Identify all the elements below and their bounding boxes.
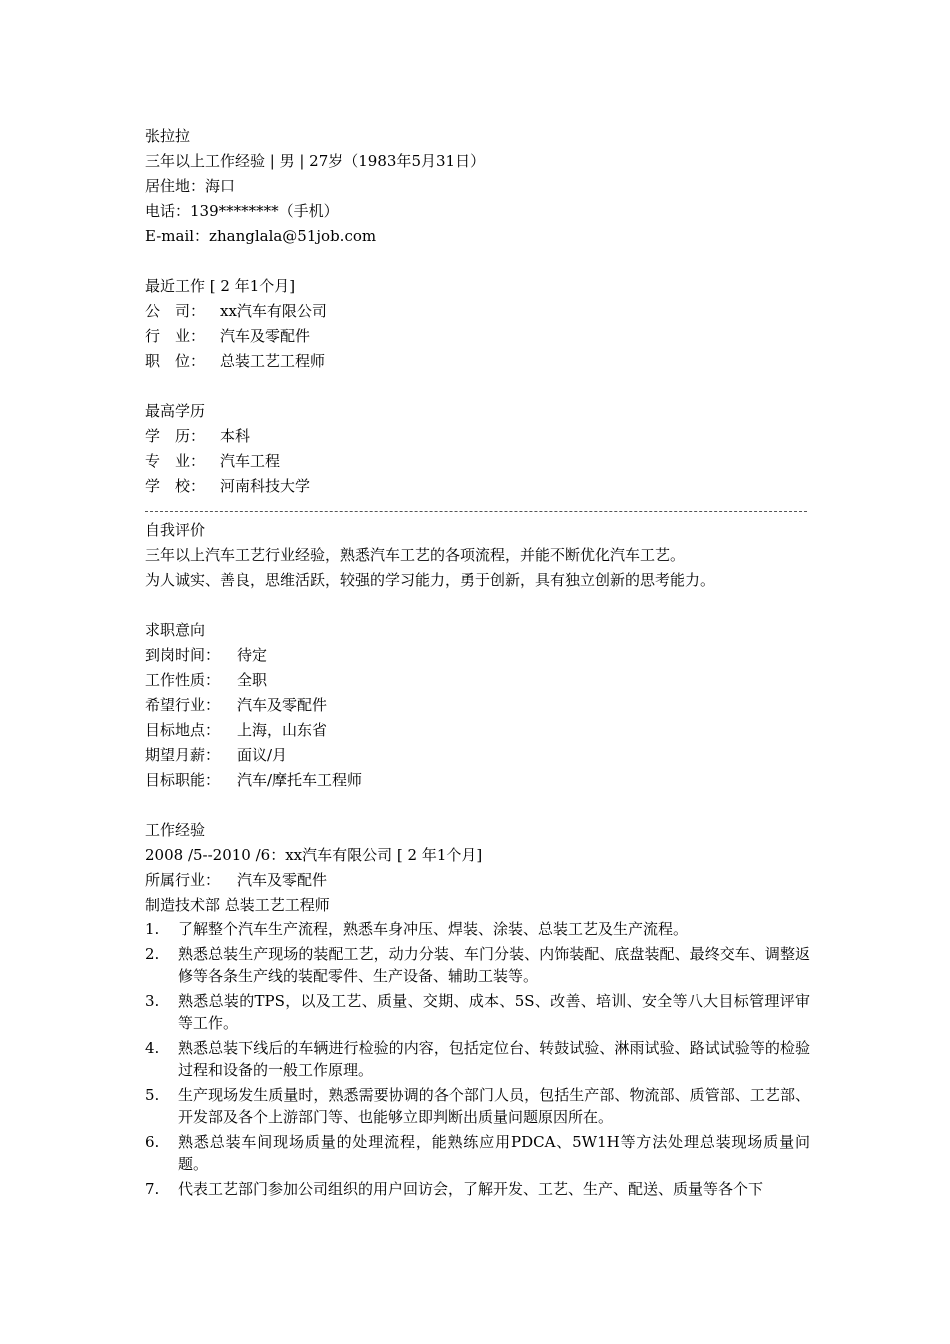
field-label: 到岗时间： [145, 646, 221, 664]
list-number: 4. [145, 1039, 160, 1057]
recent-work-industry [145, 324, 810, 349]
list-text: 熟悉总装下线后的车辆进行检验的内容，包括定位台、转鼓试验、淋雨试验、路试试验等的检验过程和设备的一般工作原理。 [178, 1039, 810, 1079]
field-label: 学 校： [145, 477, 206, 495]
field-label: 期望月薪： [145, 746, 221, 764]
recent-work-company [145, 299, 810, 324]
field-value: 汽车/摩托车工程师 [237, 771, 363, 789]
field-label: 职 位： [145, 352, 206, 370]
self-evaluation-line: 为人诚实、善良，思维活跃，较强的学习能力，勇于创新，具有独立创新的思考能力。 [145, 571, 716, 589]
job-intention-location [145, 718, 810, 743]
job-intention-industry [145, 693, 810, 718]
list-item [145, 1037, 810, 1081]
self-evaluation-title: 自我评价 [145, 521, 206, 539]
work-period: 2008 /5--2010 /6：xx汽车有限公司 [ 2 年1个月] [145, 846, 483, 864]
spacer [145, 793, 810, 818]
list-text: 熟悉总装车间现场质量的处理流程，能熟练应用PDCA、5W1H等方法处理总装现场质量问题。 [178, 1133, 810, 1173]
field-label: 目标地点： [145, 721, 221, 739]
list-number: 1. [145, 920, 160, 938]
spacer [145, 374, 810, 399]
list-text: 代表工艺部门参加公司组织的用户回访会，了解开发、工艺、生产、配送、质量等各个下 [178, 1180, 764, 1198]
field-label: 所属行业： [145, 871, 221, 889]
candidate-summary: 三年以上工作经验 | 男 | 27岁（1983年5月31日） [145, 152, 486, 170]
phone: 电话：139********（手机） [145, 202, 339, 220]
education-title: 最高学历 [145, 402, 206, 420]
field-value: 汽车及零配件 [237, 696, 328, 714]
job-intention-salary [145, 743, 810, 768]
field-value: 河南科技大学 [220, 477, 311, 495]
field-value: 全职 [237, 671, 268, 689]
list-item [145, 1084, 810, 1128]
field-value: 待定 [237, 646, 268, 664]
recent-work-position [145, 349, 810, 374]
field-label: 专 业： [145, 452, 206, 470]
education-school [145, 474, 810, 499]
field-label: 希望行业： [145, 696, 221, 714]
field-label: 目标职能： [145, 771, 221, 789]
work-industry [145, 868, 810, 893]
candidate-name: 张拉拉 [145, 127, 191, 145]
field-value: 面议/月 [237, 746, 288, 764]
list-item [145, 1131, 810, 1175]
section-divider [145, 499, 807, 512]
list-number: 2. [145, 945, 160, 963]
self-evaluation-line: 三年以上汽车工艺行业经验，熟悉汽车工艺的各项流程，并能不断优化汽车工艺。 [145, 546, 686, 564]
education-major [145, 449, 810, 474]
field-label: 学 历： [145, 427, 206, 445]
spacer [145, 249, 810, 274]
resume-document [145, 124, 810, 1203]
list-item [145, 1178, 810, 1200]
education-degree [145, 424, 810, 449]
recent-work-title: 最近工作 [ 2 年1个月] [145, 277, 296, 295]
list-number: 6. [145, 1133, 160, 1151]
field-value: 汽车及零配件 [237, 871, 328, 889]
work-experience-title: 工作经验 [145, 821, 206, 839]
field-value: 上海，山东省 [237, 721, 328, 739]
list-text: 熟悉总装生产现场的装配工艺，动力分装、车门分装、内饰装配、底盘装配、最终交车、调整返修等各条生产线的装配零件、生产设备、辅助工装等。 [178, 945, 810, 985]
field-value: 汽车及零配件 [220, 327, 311, 345]
list-item [145, 990, 810, 1034]
list-text: 熟悉总装的TPS，以及工艺、质量、交期、成本、5S、改善、培训、安全等八大目标管理评审等工作。 [178, 992, 810, 1032]
list-item [145, 918, 810, 940]
residence: 居住地：海口 [145, 177, 236, 195]
duties-list [145, 918, 810, 1200]
field-value: 本科 [220, 427, 251, 445]
spacer [145, 593, 810, 618]
field-value: 汽车工程 [220, 452, 281, 470]
field-label: 行 业： [145, 327, 206, 345]
work-department: 制造技术部 总装工艺工程师 [145, 896, 330, 914]
list-number: 3. [145, 992, 160, 1010]
field-label: 工作性质： [145, 671, 221, 689]
list-number: 5. [145, 1086, 160, 1104]
email: E-mail：zhanglala@51job.com [145, 227, 377, 245]
list-text: 了解整个汽车生产流程，熟悉车身冲压、焊装、涂装、总装工艺及生产流程。 [178, 920, 689, 938]
list-item [145, 943, 810, 987]
list-number: 7. [145, 1180, 160, 1198]
field-value: 总装工艺工程师 [220, 352, 326, 370]
list-text: 生产现场发生质量时，熟悉需要协调的各个部门人员，包括生产部、物流部、质管部、工艺部、开发部及各个上游部门等、也能够立即判断出质量问题原因所在。 [178, 1086, 810, 1126]
field-value: xx汽车有限公司 [220, 302, 327, 320]
field-label: 公 司： [145, 302, 206, 320]
job-intention-start-time [145, 643, 810, 668]
job-intention-function [145, 768, 810, 793]
job-intention-title: 求职意向 [145, 621, 206, 639]
job-intention-job-type [145, 668, 810, 693]
